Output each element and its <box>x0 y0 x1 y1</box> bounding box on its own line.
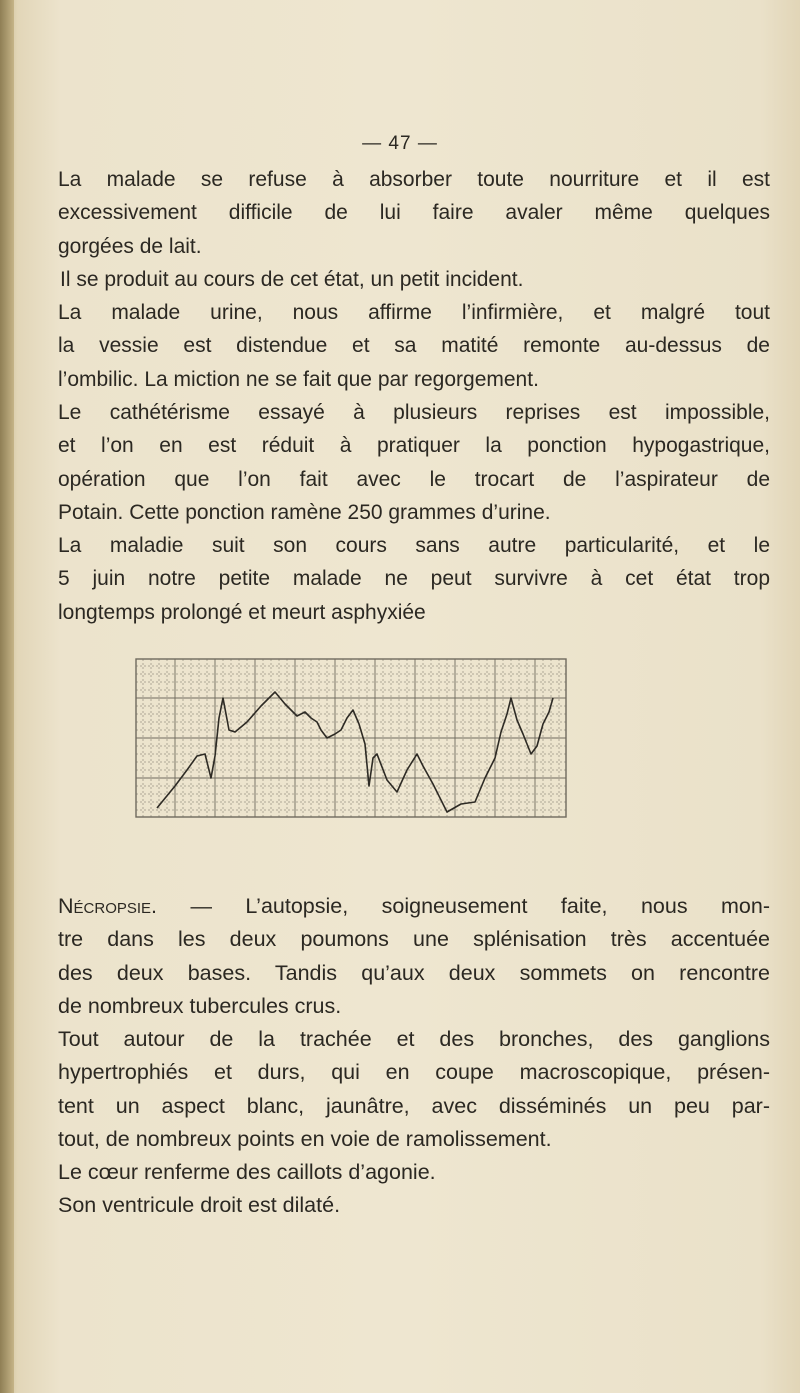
paragraph-coeur <box>58 1156 770 1189</box>
text-line: excessivement difficile de lui faire avaler même quelques <box>58 201 770 225</box>
paragraph-necropsie <box>58 890 770 1023</box>
paragraph-ventricule <box>58 1189 770 1222</box>
paragraph-death <box>58 529 770 629</box>
text-line: la vessie est distendue et sa matité remonte au-dessus de <box>58 334 770 358</box>
text-line: l’ombilic. La miction ne se fait que par regorgement. <box>58 367 539 391</box>
text-line: longtemps prolongé et meurt asphyxiée <box>58 600 426 624</box>
text-line: tre dans les deux poumons une splénisation très accentuée <box>58 927 770 952</box>
text-line: — L’autopsie, soigneusement faite, nous mon- <box>190 894 770 918</box>
book-spine-edge <box>0 0 14 1393</box>
text-line: Son ventricule droit est dilaté. <box>58 1193 341 1217</box>
text-line: Le cathétérisme essayé à plusieurs reprises est impossible, <box>58 401 770 424</box>
text-line: Le cœur renferme des caillots d’agonie. <box>58 1160 436 1184</box>
paragraph-urine <box>58 296 770 396</box>
paragraph-ganglions <box>58 1023 770 1156</box>
text-line: opération que l’on fait avec le trocart de l’aspirateur de <box>58 467 770 491</box>
pulse-tracing-figure <box>135 658 567 818</box>
text-line: Tout autour de la trachée et des bronches, des ganglions <box>58 1027 770 1051</box>
text-line: hypertrophiés et durs, qui en coupe macroscopique, présen- <box>58 1060 770 1085</box>
text-line: de nombreux tubercules crus. <box>58 993 342 1018</box>
paragraph-refusal <box>58 163 770 263</box>
page-number: — 47 — <box>362 133 438 154</box>
section-heading: Nécropsie. <box>58 894 158 918</box>
text-line: tout, de nombreux points en voie de ramolissement. <box>58 1126 552 1151</box>
text-line: des deux bases. Tandis qu’aux deux sommets on rencontre <box>58 960 770 985</box>
tracing-grid <box>136 659 566 817</box>
paragraph-catheterism <box>58 396 770 529</box>
text-line: 5 juin notre petite malade ne peut survivre à cet état trop <box>58 567 770 591</box>
text-line: gorgées de lait. <box>58 234 202 258</box>
text-line: La malade se refuse à absorber toute nourriture et il est <box>58 168 770 191</box>
text-line: Il se produit au cours de cet état, un petit incident. <box>60 268 524 291</box>
text-line: Potain. Cette ponction ramène 250 grammes d’urine. <box>58 500 551 524</box>
paragraph-incident <box>58 263 770 296</box>
text-line: tent un aspect blanc, jaunâtre, avec disséminés un peu par- <box>58 1093 770 1118</box>
text-line: La malade urine, nous affirme l’infirmière, et malgré tout <box>58 301 770 324</box>
text-line: La maladie suit son cours sans autre particularité, et le <box>58 534 770 557</box>
text-line: et l’on en est réduit à pratiquer la ponction hypogastrique, <box>58 434 770 458</box>
